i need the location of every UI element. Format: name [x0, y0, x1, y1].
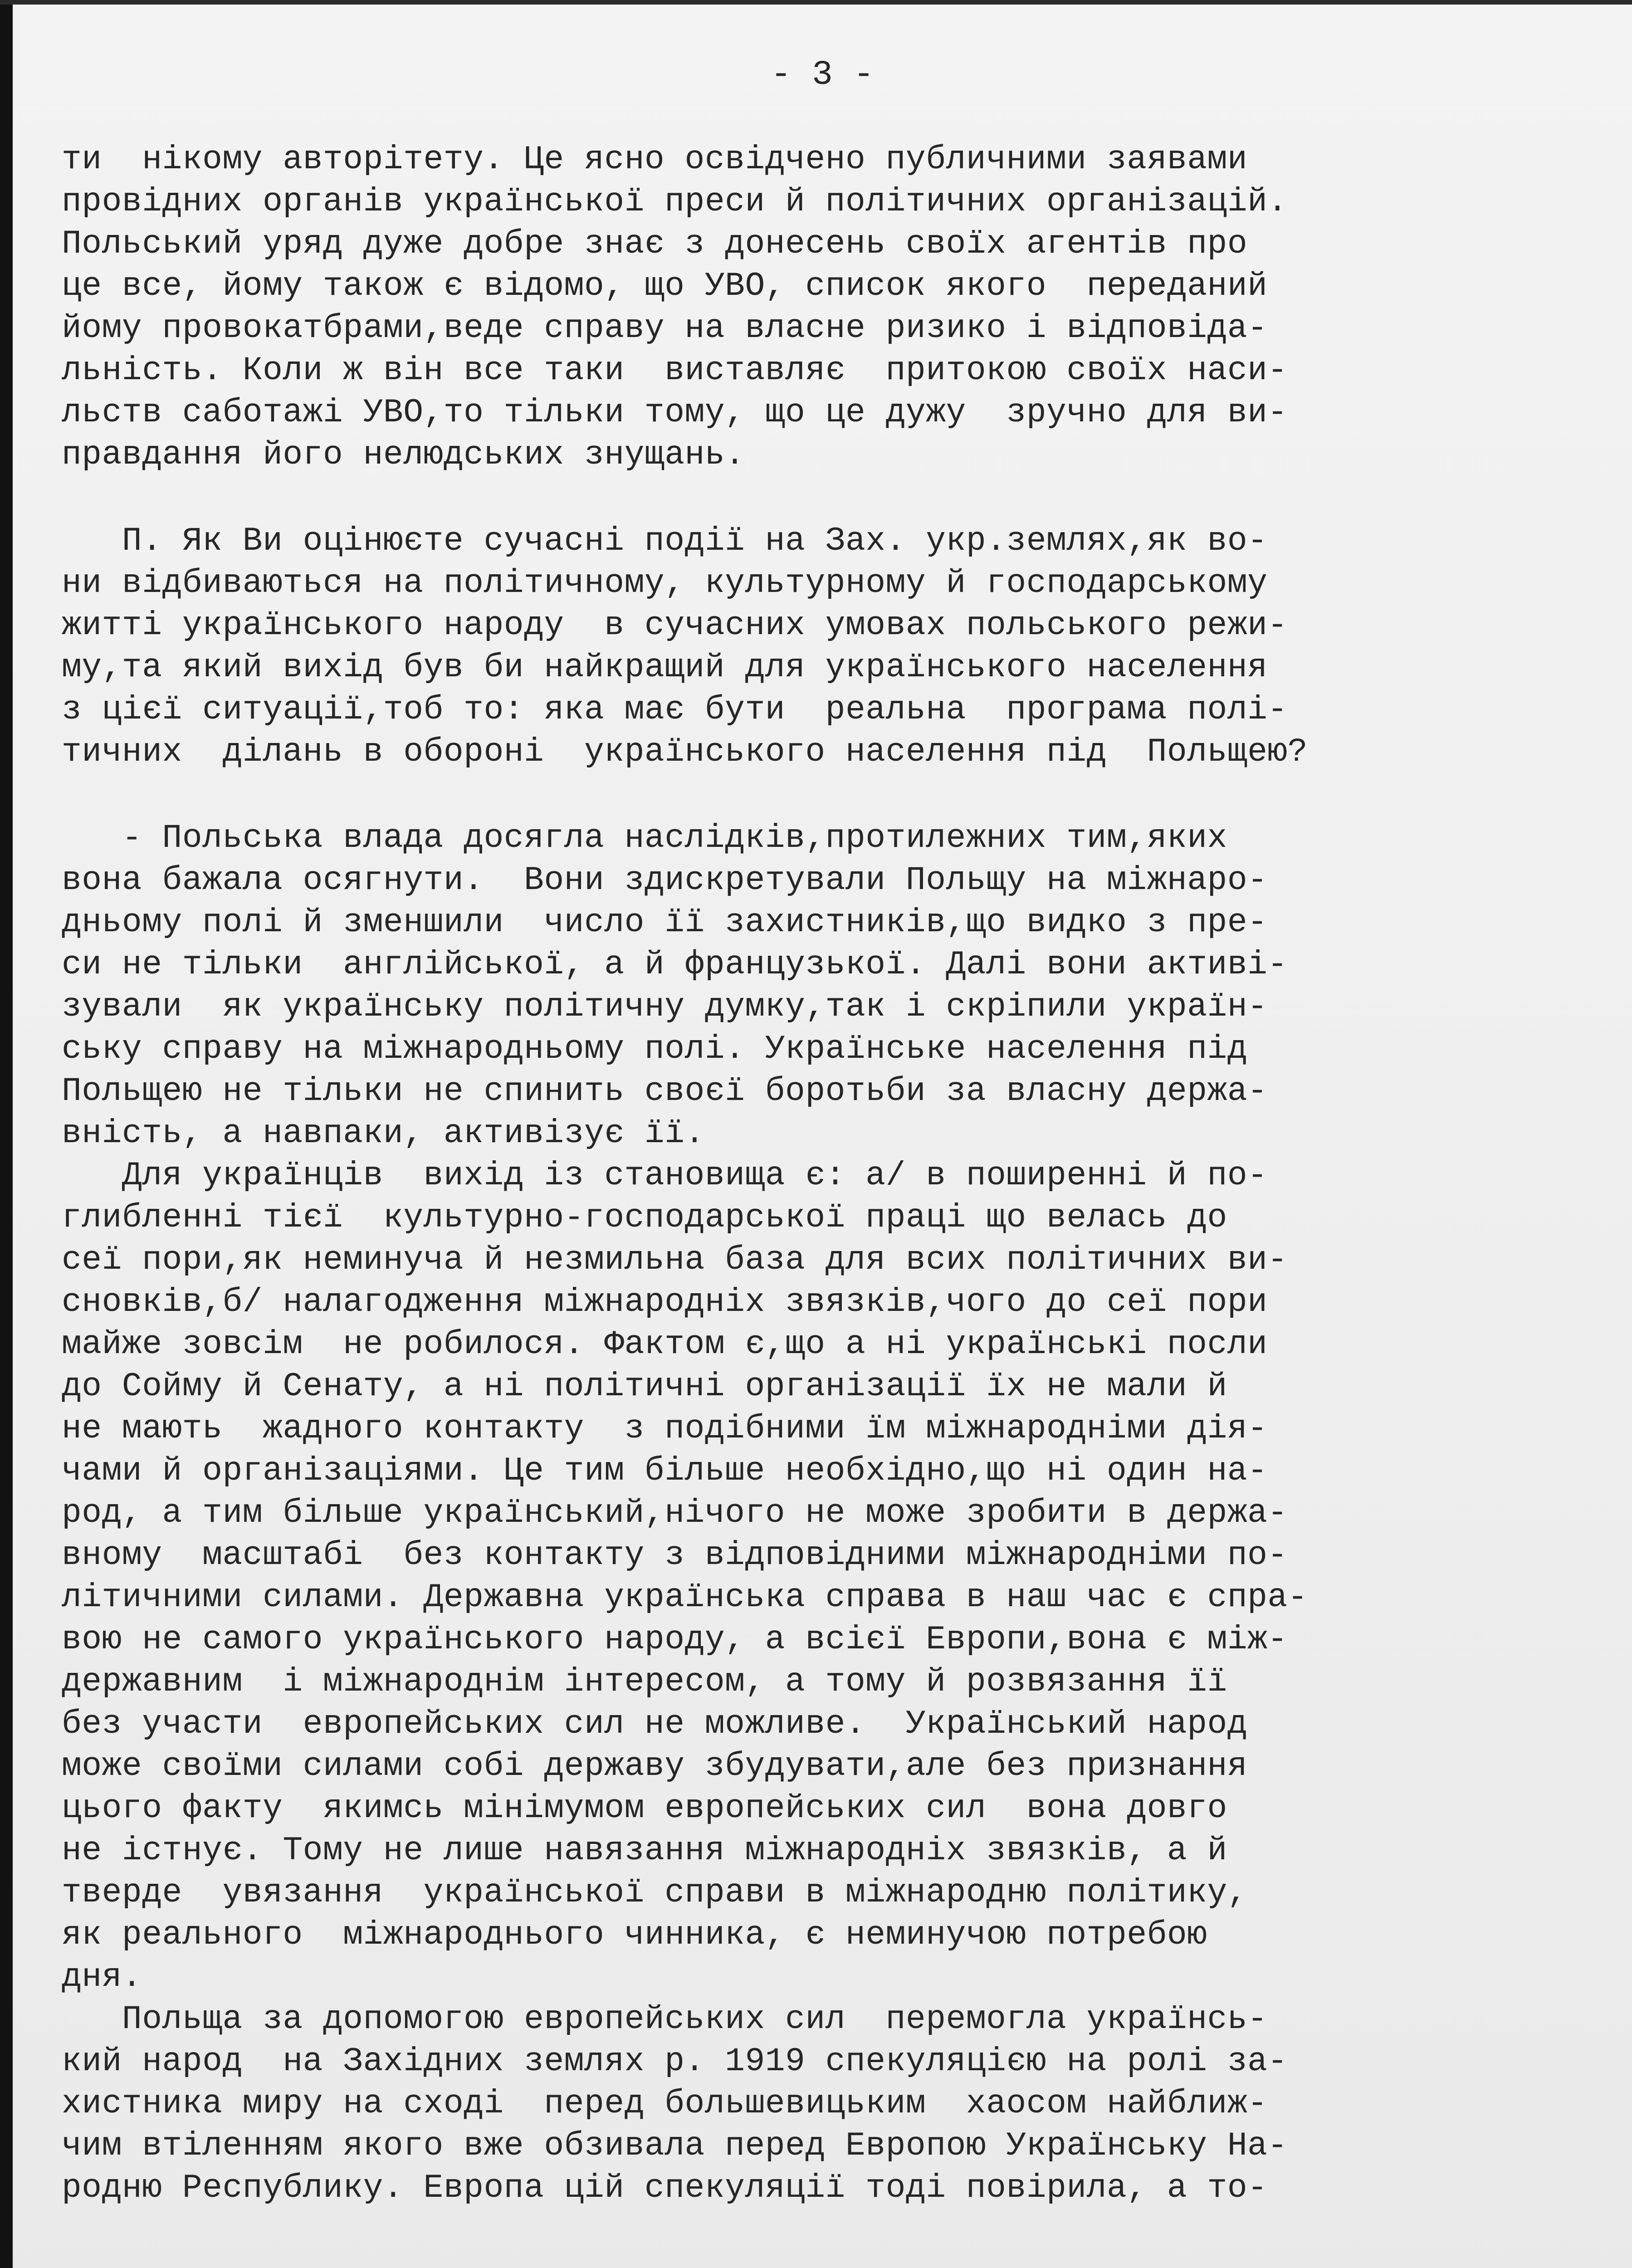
- page-number: - 3 -: [770, 55, 875, 94]
- answer-line: не істнує. Тому не лише навязання міжнародніх звязків, а й: [62, 1832, 1227, 1869]
- text-line: це все, йому також є відомо, що УВО, список якого переданий: [62, 267, 1268, 305]
- answer-line: без участи европейських сил не можливе. Український народ: [62, 1705, 1248, 1743]
- answer-line: чим втіленням якого вже обзивала перед Европою Українську На-: [62, 2127, 1288, 2165]
- answer-line: майже зовсім не робилося. Фактом є,що а ні українські посли: [62, 1325, 1268, 1363]
- scan-left-border: [0, 0, 13, 2268]
- answer-line: глибленні тієї культурно-господарської праці що велась до: [62, 1199, 1227, 1237]
- question-line: му,та який вихід був би найкращий для українського населення: [62, 649, 1268, 686]
- answer-line: Польща за допомогою европейських сил перемогла українсь-: [62, 2000, 1268, 2038]
- answer-line: літичними силами. Державна українська справа в наш час є спра-: [62, 1579, 1308, 1616]
- text-line: йому провокатбрами,веде справу на власне ризико і відповіда-: [62, 309, 1268, 347]
- text-line: льств саботажі УВО,то тільки тому, що це дужу зручно для ви-: [62, 394, 1288, 431]
- answer-line: вність, а навпаки, активізує її.: [62, 1114, 705, 1152]
- answer-line: - Польська влада досягла наслідків,протилежних тим,яких: [62, 819, 1227, 857]
- question-line: ни відбиваються на політичному, культурному й господарському: [62, 564, 1268, 602]
- answer-line: си не тільки англійської, а й французької. Далі вони активі-: [62, 946, 1288, 983]
- text-line: ти нікому авторітету. Це ясно освідчено публичними заявами: [62, 141, 1248, 178]
- question-line: П. Як Ви оцінюєте сучасні події на Зах. укр.землях,як во-: [62, 522, 1268, 560]
- answer-line: цього факту якимсь мінімумом европейських сил вона довго: [62, 1789, 1227, 1827]
- answer-line: зували як українську політичну думку,так і скріпили україн-: [62, 988, 1268, 1026]
- answer-line: кий народ на Західних землях р. 1919 спекуляцією на ролі за-: [62, 2043, 1288, 2080]
- text-line: Польський уряд дуже добре знає з донесень своїх агентів про: [62, 225, 1248, 263]
- question-line: тичних ділань в обороні українського населення під Польщею?: [62, 733, 1308, 771]
- answer-line: хистника миру на сході перед большевицьким хаосом найближ-: [62, 2085, 1268, 2122]
- answer-line: вона бажала осягнути. Вони здискретували Польщу на міжнаро-: [62, 861, 1268, 899]
- answer-line: сеї пори,як неминуча й незмильна база для всих політичних ви-: [62, 1241, 1288, 1279]
- answer-line: як реального міжнароднього чинника, є неминучою потребою: [62, 1916, 1207, 1954]
- answer-line: Для українців вихід із становища є: а/ в поширенні й по-: [62, 1157, 1268, 1194]
- answer-line: родню Республику. Европа цій спекуляції тоді повірила, а то-: [62, 2169, 1268, 2207]
- answer-line: вою не самого українського народу, а всієї Европи,вона є між-: [62, 1621, 1288, 1658]
- answer-line: до Сойму й Сенату, а ні політичні організації їх не мали й: [62, 1368, 1227, 1405]
- answer-line: тверде увязання української справи в міжнародню політику,: [62, 1874, 1248, 1911]
- text-line: льність. Коли ж він все таки виставляє притокою своїх наси-: [62, 352, 1288, 389]
- answer-line: Польщею не тільки не спинить своєї боротьби за власну держа-: [62, 1072, 1268, 1110]
- answer-line: сновків,б/ налагодження міжнародніх звязків,чого до сеї пори: [62, 1283, 1268, 1321]
- answer-line: може своїми силами собі державу збудувати,але без признання: [62, 1747, 1248, 1785]
- answer-line: державним і міжнароднім інтересом, а тому й розвязання її: [62, 1663, 1227, 1701]
- answer-line: дня.: [62, 1958, 142, 1996]
- answer-line: дньому полі й зменшили число її захистників,що видко з пре-: [62, 904, 1268, 941]
- question-line: житті українського народу в сучасних умовах польського режи-: [62, 606, 1288, 644]
- scan-top-border: [0, 0, 1632, 5]
- answer-line: не мають жадного контакту з подібними їм міжнародніми дія-: [62, 1410, 1268, 1447]
- answer-line: род, а тим більше український,нічого не може зробити в держа-: [62, 1494, 1288, 1532]
- answer-line: чами й організаціями. Це тим більше необхідно,що ні один на-: [62, 1452, 1268, 1490]
- answer-line: вному масштабі без контакту з відповідними міжнародніми по-: [62, 1536, 1288, 1574]
- text-line: правдання його нелюдських знущань.: [62, 436, 745, 474]
- question-line: з цієї ситуації,тоб то: яка має бути реальна програма полі-: [62, 691, 1288, 728]
- typewritten-page: [13, 5, 1632, 2268]
- text-line: провідних органів української преси й політичних організацій.: [62, 183, 1288, 220]
- answer-line: ську справу на міжнародньому полі. Українське населення під: [62, 1030, 1248, 1068]
